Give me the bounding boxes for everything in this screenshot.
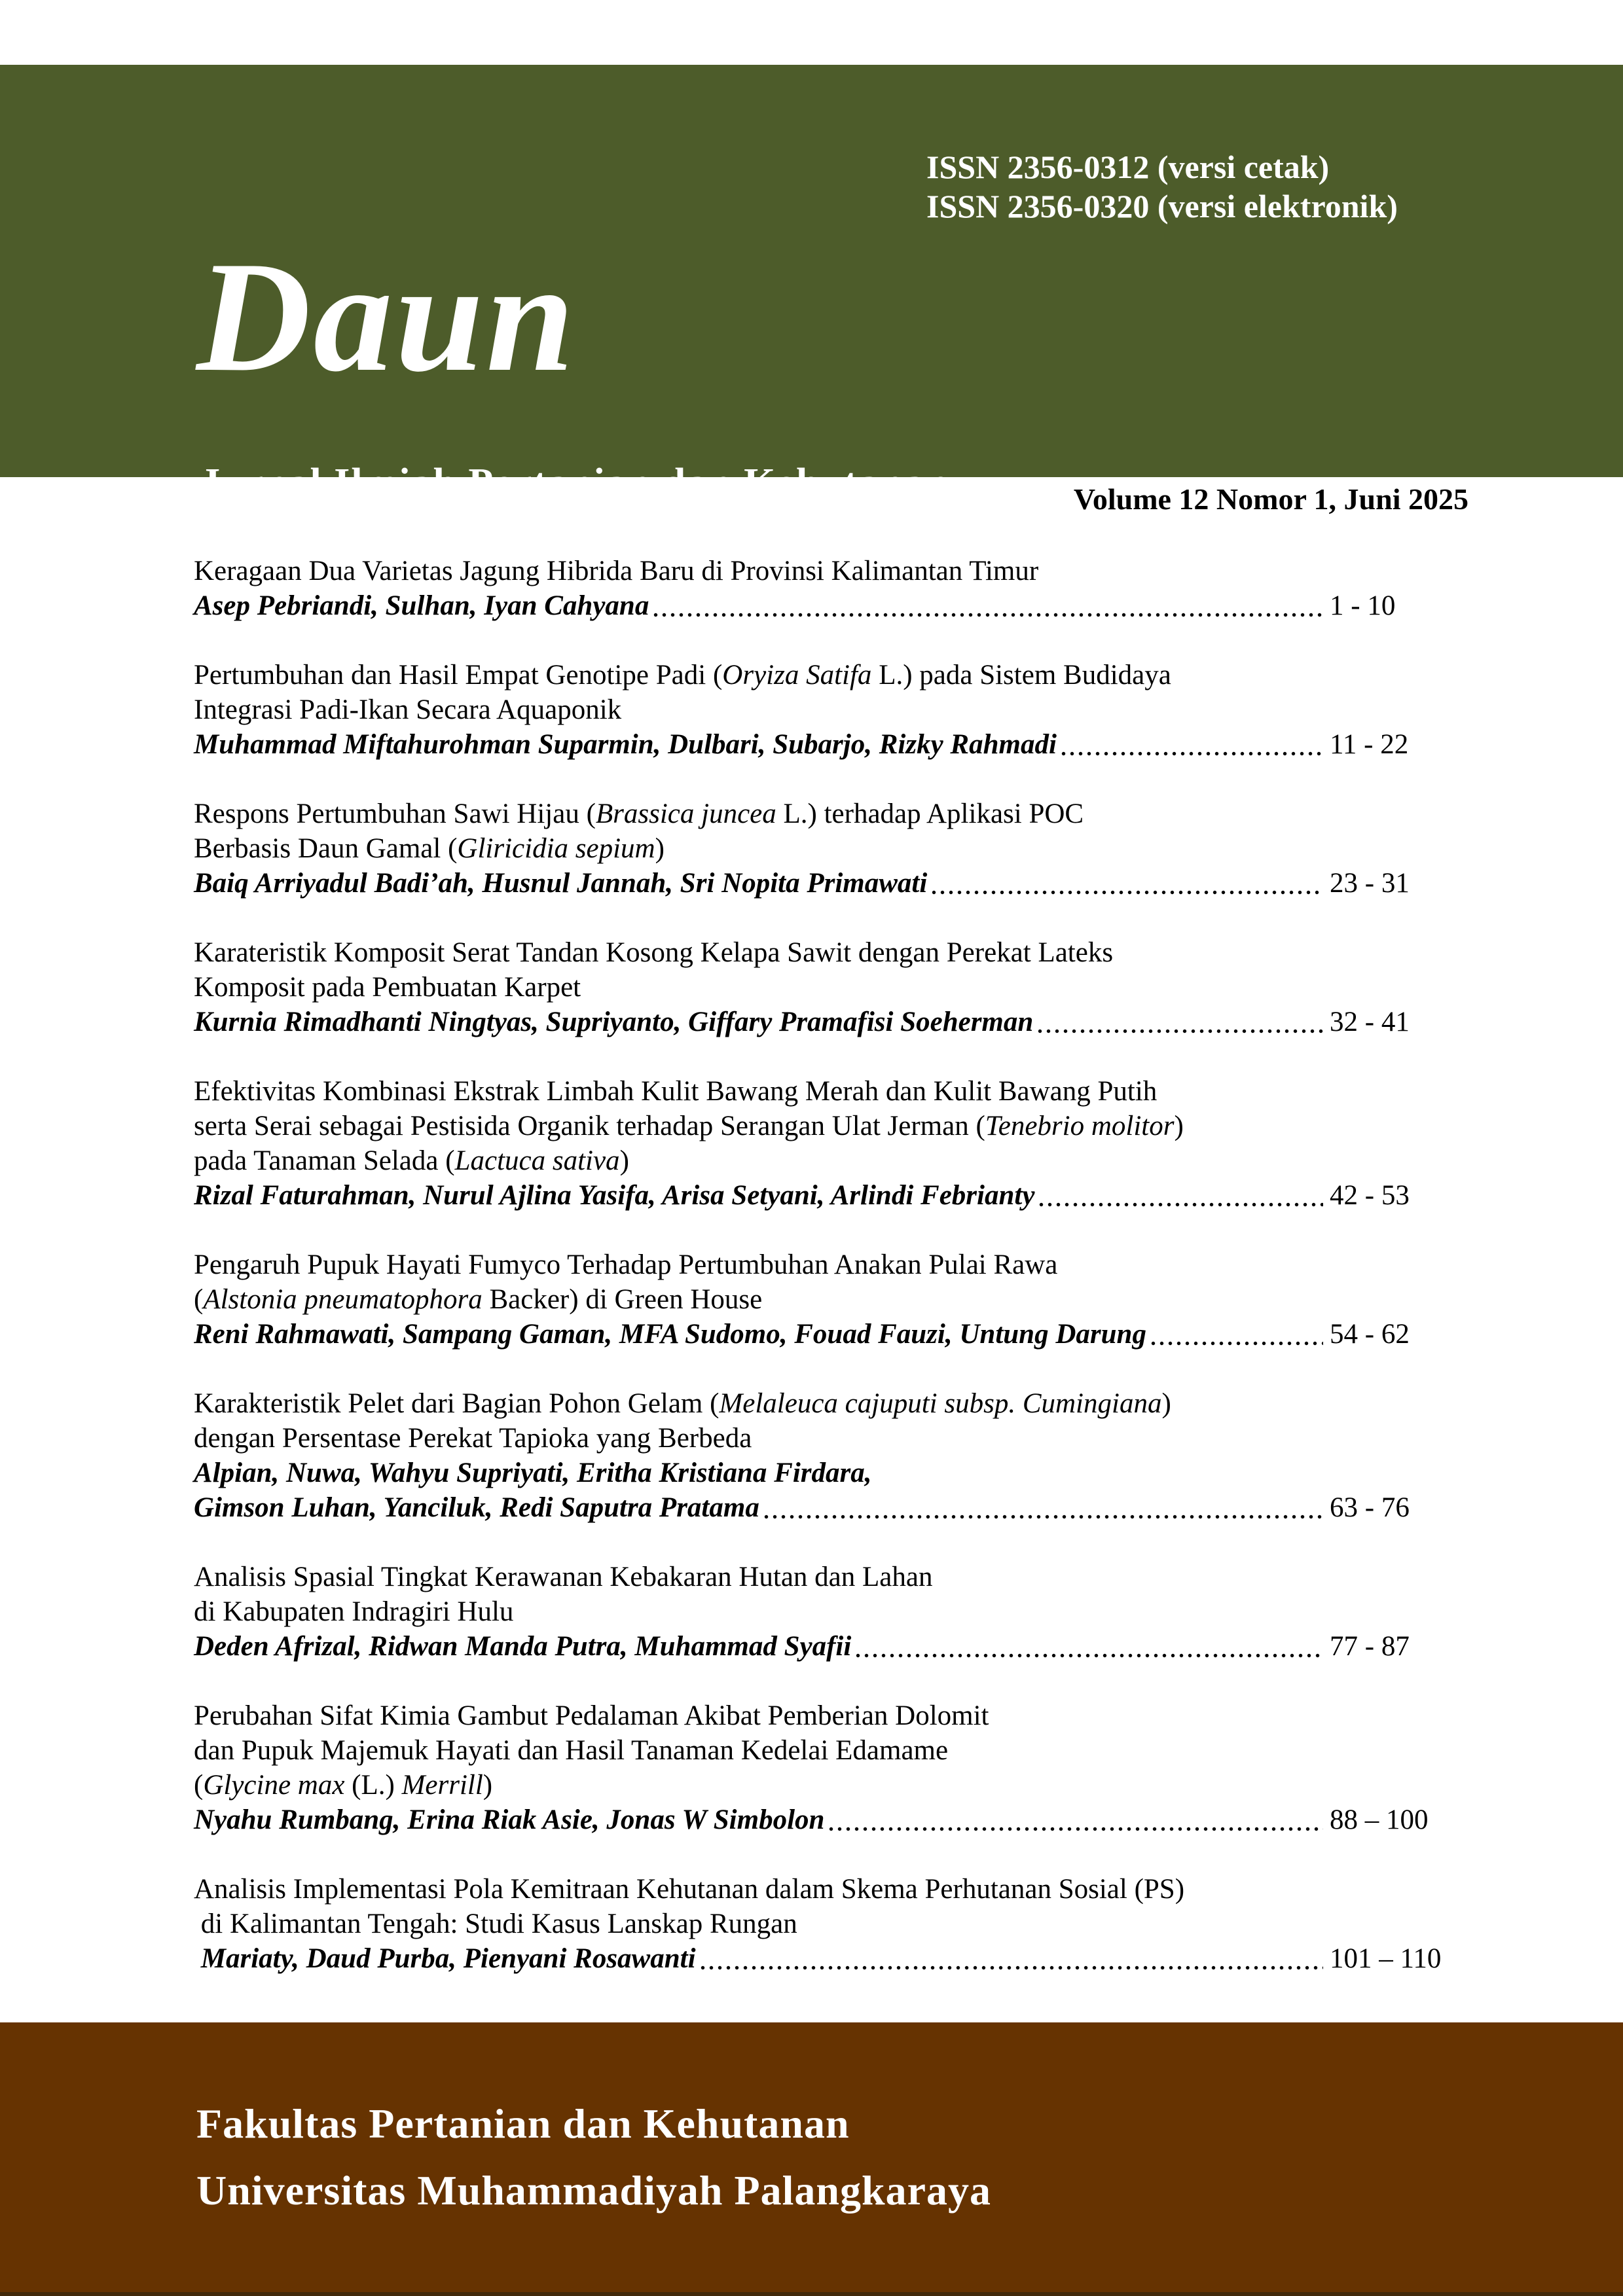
entry-title-line: serta Serai sebagai Pestisida Organik terhadap Serangan Ulat Jerman (Tenebrio molitor): [194, 1111, 1184, 1141]
toc-entry: [194, 935, 1470, 1039]
entry-title-line: Efektivitas Kombinasi Ekstrak Limbah Kulit Bawang Merah dan Kulit Bawang Putih: [194, 1076, 1158, 1107]
entry-authors: Asep Pebriandi, Sulhan, Iyan Cahyana: [194, 590, 649, 621]
entry-title-line: Pertumbuhan dan Hasil Empat Genotipe Padi (Oryiza Satifa L.) pada Sistem Budidaya: [194, 660, 1171, 691]
toc-entry: [194, 1247, 1470, 1352]
entry-title-line: Perubahan Sifat Kimia Gambut Pedalaman Akibat Pemberian Dolomit: [194, 1700, 989, 1731]
dot-leader: [651, 588, 1323, 623]
dot-leader: [1149, 1317, 1323, 1352]
entry-title-line: di Kalimantan Tengah: Studi Kasus Lanskap Rungan: [194, 1909, 797, 1939]
entry-title-line: Pengaruh Pupuk Hayati Fumyco Terhadap Pertumbuhan Anakan Pulai Rawa: [194, 1249, 1058, 1280]
entry-authors: Baiq Arriyadul Badi’ah, Husnul Jannah, Sri Nopita Primawati: [194, 868, 928, 899]
entry-authors: Rizal Faturahman, Nurul Ajlina Yasifa, Arisa Setyani, Arlindi Febrianty: [194, 1180, 1035, 1211]
toc-entry: [194, 554, 1470, 623]
toc-entry: [194, 658, 1470, 762]
dot-leader: [827, 1803, 1323, 1837]
entry-page-range: 11 - 22: [1330, 729, 1409, 760]
issn-block: [926, 147, 1398, 226]
entry-title: [194, 658, 1470, 727]
toc-entry: [194, 1074, 1470, 1213]
entry-page-range: 101 – 110: [1330, 1943, 1442, 1974]
entry-title: [194, 935, 1470, 1005]
entry-title: [194, 554, 1470, 588]
entry-title-line: dan Pupuk Majemuk Hayati dan Hasil Tanaman Kedelai Edamame: [194, 1735, 949, 1766]
dot-leader: [854, 1629, 1323, 1664]
footer-university: Universitas Muhammadiyah Palangkaraya: [196, 2167, 991, 2214]
entry-author-row: [194, 1178, 1470, 1213]
entry-title-line: pada Tanaman Selada (Lactuca sativa): [194, 1145, 629, 1176]
entry-title-line: Karakteristik Pelet dari Bagian Pohon Gelam (Melaleuca cajuputi subsp. Cumingiana): [194, 1388, 1171, 1419]
entry-authors: Mariaty, Daud Purba, Pienyani Rosawanti: [194, 1943, 696, 1974]
entry-author-row: [194, 1941, 1470, 1976]
dot-leader: [1037, 1178, 1323, 1213]
entry-title: [194, 1247, 1470, 1317]
entry-title: [194, 797, 1470, 866]
dot-leader: [699, 1941, 1323, 1976]
entry-title: [194, 1698, 1470, 1803]
volume-issue-line: Volume 12 Nomor 1, Juni 2025: [1073, 482, 1468, 516]
journal-logo: Daun: [196, 229, 577, 404]
footer-faculty: Fakultas Pertanian dan Kehutanan: [196, 2100, 850, 2147]
entry-title-line: Keragaan Dua Varietas Jagung Hibrida Baru di Provinsi Kalimantan Timur: [194, 556, 1039, 586]
entry-author-row: [194, 727, 1470, 762]
entry-authors: Nyahu Rumbang, Erina Riak Asie, Jonas W Simbolon: [194, 1804, 825, 1835]
issn-print: ISSN 2356-0312 (versi cetak): [926, 149, 1330, 185]
toc-entry: [194, 1872, 1470, 1976]
journal-subtitle: Jurnal Ilmiah Pertanian dan Kehutanan: [200, 461, 950, 505]
toc-entry: [194, 1698, 1470, 1837]
entry-author-row: [194, 588, 1470, 623]
entry-page-range: 23 - 31: [1330, 868, 1410, 899]
entry-authors: Kurnia Rimadhanti Ningtyas, Supriyanto, Giffary Pramafisi Soeherman: [194, 1007, 1034, 1037]
toc-entry: [194, 1386, 1470, 1525]
entry-author-row: [194, 1317, 1470, 1352]
entry-title-line: di Kabupaten Indragiri Hulu: [194, 1596, 514, 1627]
toc-entry: [194, 797, 1470, 901]
entry-title-line: (Glycine max (L.) Merrill): [194, 1770, 493, 1801]
entry-title: [194, 1074, 1470, 1178]
entry-page-range: 1 - 10: [1330, 590, 1396, 621]
entry-title-line: Analisis Spasial Tingkat Kerawanan Kebakaran Hutan dan Lahan: [194, 1562, 933, 1592]
entry-title-line: dengan Persentase Perekat Tapioka yang Berbeda: [194, 1423, 752, 1454]
entry-page-range: 63 - 76: [1330, 1492, 1410, 1523]
entry-title-line: Integrasi Padi-Ikan Secara Aquaponik: [194, 694, 622, 725]
entry-author-row: [194, 1629, 1470, 1664]
entry-authors: Reni Rahmawati, Sampang Gaman, MFA Sudomo, Fouad Fauzi, Untung Darung: [194, 1319, 1146, 1350]
entry-authors-line: Alpian, Nuwa, Wahyu Supriyati, Eritha Kristiana Firdara,: [194, 1458, 872, 1488]
entry-page-range: 54 - 62: [1330, 1319, 1410, 1350]
toc-list: [194, 554, 1470, 2011]
entry-author-row: [194, 1490, 1470, 1525]
entry-author-row: [194, 1803, 1470, 1837]
issn-electronic: ISSN 2356-0320 (versi elektronik): [926, 188, 1398, 224]
dot-leader: [930, 866, 1323, 901]
entry-author-row: [194, 866, 1470, 901]
entry-author-row: [194, 1005, 1470, 1039]
entry-extra-authors: [194, 1456, 1470, 1490]
entry-title-line: Analisis Implementasi Pola Kemitraan Kehutanan dalam Skema Perhutanan Sosial (PS): [194, 1874, 1185, 1905]
dot-leader: [762, 1490, 1323, 1525]
entry-title-line: Berbasis Daun Gamal (Gliricidia sepium): [194, 833, 665, 864]
entry-page-range: 88 – 100: [1330, 1804, 1429, 1835]
dot-leader: [1036, 1005, 1323, 1039]
dot-leader: [1059, 727, 1323, 762]
entry-authors: Gimson Luhan, Yanciluk, Redi Saputra Pratama: [194, 1492, 759, 1523]
entry-page-range: 77 - 87: [1330, 1631, 1410, 1662]
entry-authors: Muhammad Miftahurohman Suparmin, Dulbari, Subarjo, Rizky Rahmadi: [194, 729, 1057, 760]
footer-band: [0, 2022, 1623, 2296]
entry-title-line: Komposit pada Pembuatan Karpet: [194, 972, 581, 1003]
entry-authors: Deden Afrizal, Ridwan Manda Putra, Muhammad Syafii: [194, 1631, 852, 1662]
entry-title-line: Respons Pertumbuhan Sawi Hijau (Brassica juncea L.) terhadap Aplikasi POC: [194, 798, 1084, 829]
entry-page-range: 32 - 41: [1330, 1007, 1410, 1037]
entry-title: [194, 1872, 1470, 1941]
toc-entry: [194, 1560, 1470, 1664]
bottom-edge-bar: [0, 2292, 1623, 2296]
entry-page-range: 42 - 53: [1330, 1180, 1410, 1211]
entry-title: [194, 1560, 1470, 1629]
entry-title: [194, 1386, 1470, 1456]
entry-title-line: (Alstonia pneumatophora Backer) di Green House: [194, 1284, 763, 1315]
entry-title-line: Karateristik Komposit Serat Tandan Kosong Kelapa Sawit dengan Perekat Lateks: [194, 937, 1114, 968]
